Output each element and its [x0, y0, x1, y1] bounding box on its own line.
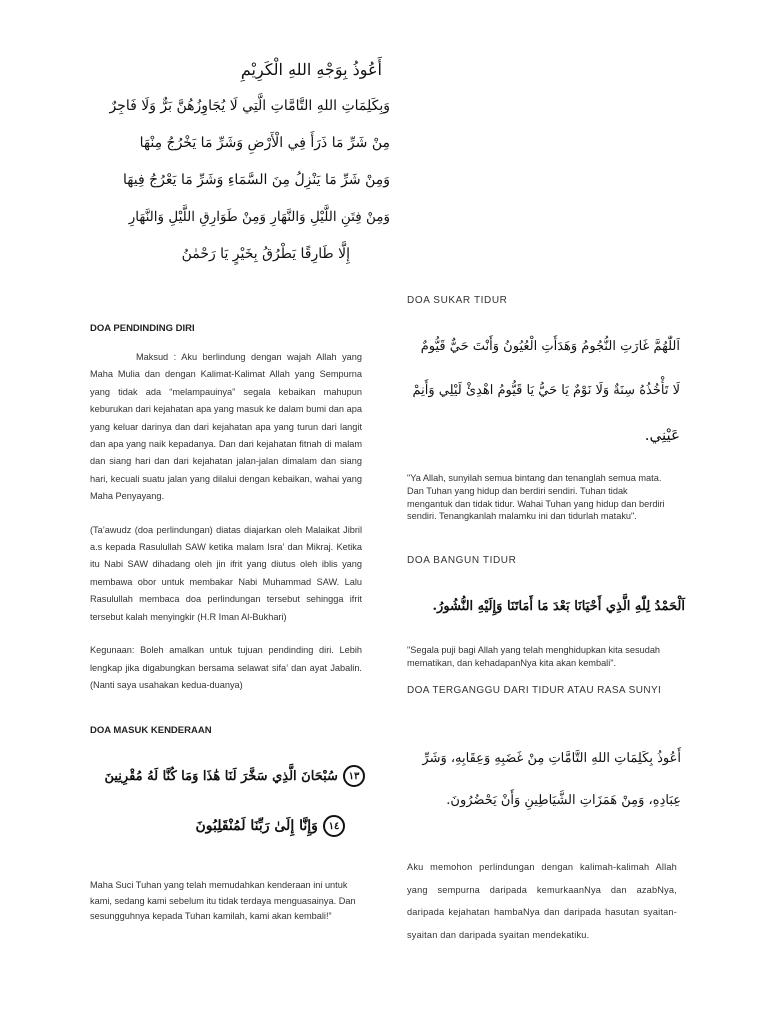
arabic-line: وَمِنْ شَرِّ مَا يَنْزِلُ مِنَ السَّمَاءِ وَشَرِّ مَا يَعْرُجُ فِيهَا [123, 172, 390, 188]
pendinding-paragraph-2: (Ta’awudz (doa perlindungan) diatas diajarkan oleh Malaikat Jibril a.s kepada Rasulullah SAW ketika malam Isra’ dan Mikraj. Ketika itu Nabi SAW dihadang oleh jin ifrit yang diutus oleh iblis yang membawa obor untuk membakar Nabi Muhammad SAW. Lalu Rasulullah membaca doa perlindungan tersebut sehingga ifrit tersebut kalah menyingkir (H.R Iman Al-Bukhari) [90, 524, 362, 622]
bangun-title: DOA BANGUN TIDUR [407, 555, 517, 566]
bangun-arabic: اَلْحَمْدُ لِلّٰهِ الَّذِي أَحْيَانَا بَعْدَ مَا أَمَاتَنَا وَإِلَيْهِ النُّشُورُ. [432, 599, 685, 614]
pendinding-paragraph-1: Maksud : Aku berlindung dengan wajah Allah yang Maha Mulia dan dengan Kalimat-Kalimat Allah yang Sempurna yang tidak ada “melampauinya” segala kebaikan mahupun keburukan dari kejahatan apa yang masuk ke dalam bumi dan apa yang keluar darinya dan dari kejahatan apa yang turun dari langit dan apa yang naik kepadanya. Dan dari kejahatan fitnah di malam dan siang hari dan dari kejahatan jalan-jalan dimalam dan siang hari, kecuali suatu jalan yang dilalui dengan kebaikan, wahai yang Maha Penyayang. [90, 352, 362, 502]
arabic-line: عِبَادِهِ، وَمِنْ هَمَزَاتِ الشَّيَاطِينِ وَأَنْ يَحْضُرُونَ. [446, 793, 681, 808]
arabic-line: اَللّٰهُمَّ غَارَتِ النُّجُومُ وَهَدَأَتِ الْعُيُونُ وَأَنْتَ حَيٌّ قَيُّومٌ [420, 339, 680, 354]
sukar-meaning: "Ya Allah, sunyilah semua bintang dan tenanglah semua mata. Dan Tuhan yang hidup dan berdiri sendiri. Tuhan tidak mengantuk dan tidak tidur. Wahai Tuhan yang hidup dan berdiri sendiri. Tenangkanlah malamku ini dan tidurlah mataku". [407, 473, 665, 522]
sukar-title: DOA SUKAR TIDUR [407, 295, 508, 306]
verse-number-mark: ١٤ [323, 815, 345, 837]
bangun-meaning: "Segala puji bagi Allah yang telah menghidupkan kita sesudah mematikan, dan kehadapanNya kita akan kembali". [407, 645, 661, 668]
kenderaan-arabic-text-2: وَإِنَّا إِلَىٰ رَبِّنَا لَمُنْقَلِبُونَ [195, 818, 318, 834]
pendinding-title: DOA PENDINDING DIRI [90, 323, 195, 334]
terganggu-arabic-block [405, 738, 681, 822]
kenderaan-title: DOA MASUK KENDERAAN [90, 725, 212, 736]
arabic-line: عَيْنِي. [644, 426, 680, 444]
pendinding-paragraph-3: Kegunaan: Boleh amalkan untuk tujuan pendinding diri. Lebih lengkap jika digabungkan bersama selawat sifa’ dan ayat Jabalin. (Nanti saya usahakan kedua-duanya) [90, 645, 362, 690]
arabic-line: وَمِنْ فِتَنِ اللَّيْلِ وَالنَّهَارِ وَمِنْ طَوَارِقِ اللَّيْلِ وَالنَّهَارِ [128, 209, 390, 225]
kenderaan-arabic-block [90, 750, 365, 850]
arabic-line: أَعُوذُ بِوَجْهِ اللهِ الْكَرِيْمِ [240, 60, 382, 79]
kenderaan-arabic-line-1 [90, 750, 365, 800]
kenderaan-arabic-line-2 [90, 800, 365, 850]
top-dua-block [100, 52, 390, 272]
pendinding-text [90, 349, 362, 694]
sukar-arabic-block [405, 325, 680, 457]
verse-number-mark: ١٣ [343, 765, 365, 787]
arabic-line: أَعُوذُ بِكَلِمَاتِ اللهِ التَّامَّاتِ مِنْ غَضَبِهِ وَعِقَابِهِ، وَشَرِّ [422, 751, 681, 766]
arabic-line: لَا تَأْخُذُهُ سِنَةٌ وَلَا نَوْمٌ يَا حَيُّ يَا قَيُّومُ اهْدِئْ لَيْلِي وَأَنِمْ [412, 383, 680, 398]
arabic-line: إِلَّا طَارِقًا يَطْرُقُ بِخَيْرٍ يَا رَحْمٰنُ [181, 246, 350, 262]
arabic-line: مِنْ شَرِّ مَا ذَرَأَ فِي الْأَرْضِ وَشَرِّ مَا يَخْرُجُ مِنْهَا [139, 135, 390, 151]
kenderaan-meaning: Maha Suci Tuhan yang telah memudahkan kenderaan ini untuk kami, sedang kami sebelum itu tidak terdaya menguasainya. Dan sesungguhnya kepada Tuhan kamilah, kami akan kembali!” [90, 880, 356, 921]
terganggu-title: DOA TERGANGGU DARI TIDUR ATAU RASA SUNYI [407, 685, 662, 696]
arabic-line: وَبِكَلِمَاتِ اللهِ التَّامَّاتِ الَّتِي لَا يُجَاوِزُهُنَّ بَرٌّ وَلَا فَاجِرٌ [109, 98, 390, 114]
kenderaan-arabic-text-1: سُبْحَانَ الَّذِي سَخَّرَ لَنَا هَٰذَا وَمَا كُنَّا لَهُ مُقْرِنِينَ [104, 769, 338, 784]
terganggu-meaning: Aku memohon perlindungan dengan kalimah-kalimah Allah yang sempurna daripada kemurkaanNya dan azabNya, daripada kejahatan hambaNya dan daripada hasutan syaitan-syaitan dan daripada syaitan mendekatiku. [407, 862, 677, 940]
